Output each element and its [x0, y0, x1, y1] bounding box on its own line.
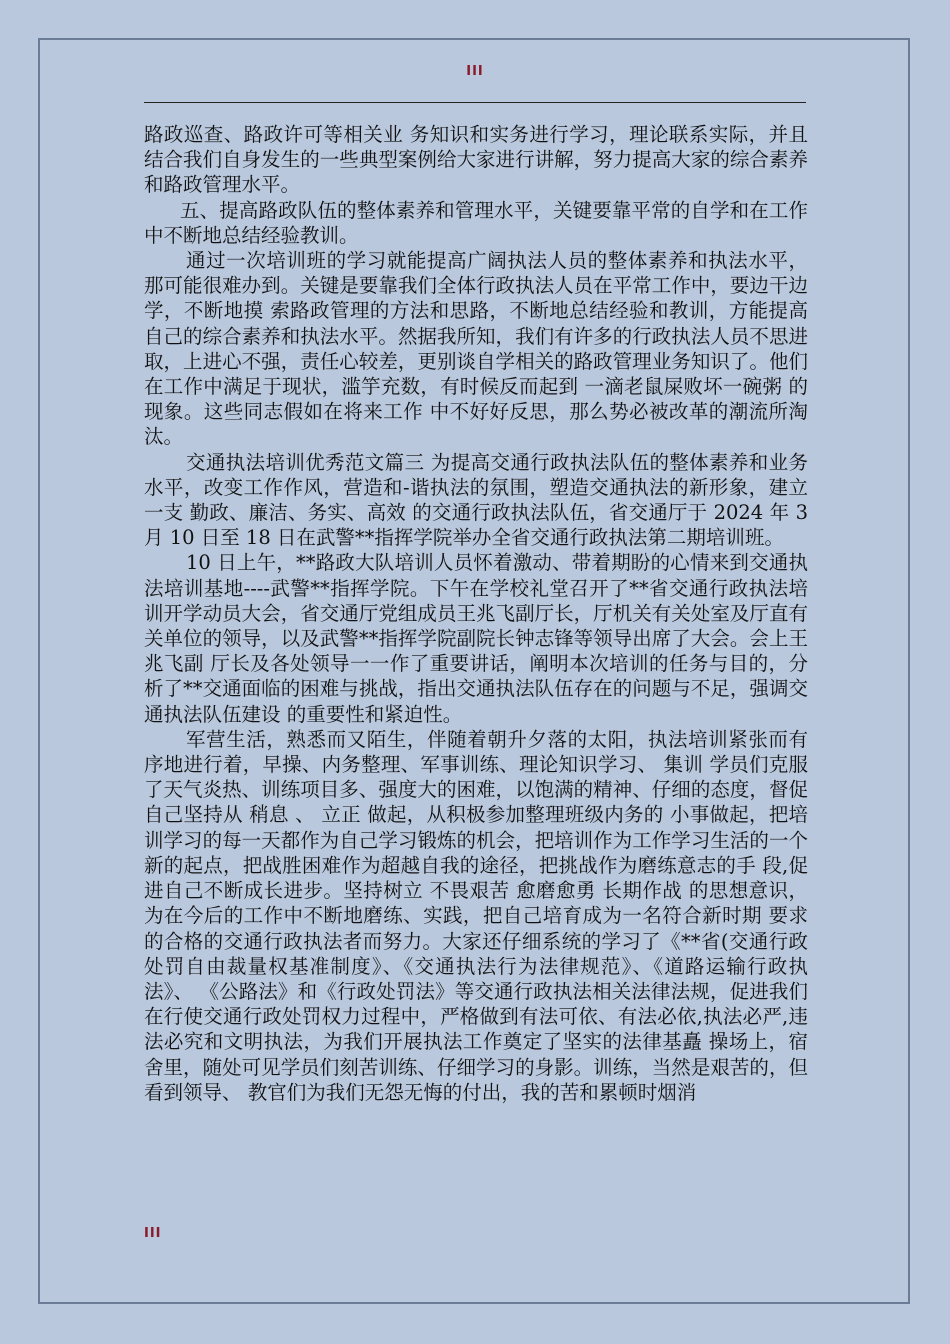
footer-mark: III	[144, 1226, 162, 1241]
paragraph-6: 军营生活，熟悉而又陌生，伴随着朝升夕落的太阳，执法培训紧张而有序地进行着，早操、内务整理、军事训练、理论知识学习、 集训 学员们克服了天气炎热、训练项目多、强度大的困难，以饱满的精神、仔细的态度，督促自己坚持从 稍息 、 立正 做起，从积极参加整理班级内务的 小事做起，把培训学习的每一天都作为自己学习锻炼的机会，把培训作为工作学习生活的一个新的起点，把战胜困难作为超越自我的途径，把挑战作为磨练意志的手 段,促进自己不断成长进步。坚持树立 不畏艰苦 愈磨愈勇 长期作战 的思想意识，为在今后的工作中不断地磨练、实践，把自己培育成为一名符合新时期 要求的合格的交通行政执法者而努力。大家还仔细系统的学习了《**省(交通行政处罚自由裁量权基准制度》、《交通执法行为法律规范》、《道路运输行政执法》、 《公路法》和《行政处罚法》等交通行政执法相关法律法规，促进我们在行使交通行政处罚权力过程中，严格做到有法可依、有法必依,执法必严,违法必究和文明执法，为我们开展执法工作奠定了坚实的法律基矗 操场上，宿舍里，随处可见学员们刻苦训练、仔细学习的身影。训练，当然是艰苦的，但看到领导、 教官们为我们无怨无悔的付出，我的苦和累顿时烟消	[144, 727, 808, 1104]
paragraph-5: 10 日上午，**路政大队培训人员怀着激动、带着期盼的心情来到交通执法培训基地----武警**指挥学院。下午在学校礼堂召开了**省交通行政执法培 训开学动员大会，省交通厅党组成员王兆飞副厅长，厅机关有关处室及厅直有关单位的领导，以及武警**指挥学院副院长钟志锋等领导出席了大会。会上王兆飞副 厅长及各处领导一一作了重要讲话，阐明本次培训的任务与目的，分析了**交通面临的困难与挑战，指出交通执法队伍存在的问题与不足，强调交通执法队伍建设 的重要性和紧迫性。	[144, 551, 808, 726]
paragraph-3: 通过一次培训班的学习就能提高广阔执法人员的整体素养和执法水平，那可能很难办到。关键是要靠我们全体行政执法人员在平常工作中，要边干边学，不断地摸 索路政管理的方法和思路，不断地总结经验和教训，方能提高自己的综合素养和执法水平。然据我所知，我们有许多的行政执法人员不思进取，上进心不强，责任心较差，更别谈自学相关的路政管理业务知识了。他们在工作中满足于现状，滥竽充数，有时候反而起到 一滴老鼠屎败坏一碗粥 的现象。这些同志假如在将来工作 中不好好反思，那么势必被改革的潮流所淘汰。	[144, 249, 808, 449]
header-mark: III	[466, 64, 484, 79]
paragraph-1: 路政巡查、路政许可等相关业 务知识和实务进行学习，理论联系实际，并且结合我们自身发生的一些典型案例给大家进行讲解，努力提高大家的综合素养和路政管理水平。	[144, 123, 808, 197]
paragraph-2: 五、提高路政队伍的整体素养和管理水平，关键要靠平常的自学和在工作中不断地总结经验教训。	[144, 198, 808, 247]
paragraph-4: 交通执法培训优秀范文篇三 为提高交通行政执法队伍的整体素养和业务水平，改变工作作风，营造和-谐执法的氛围，塑造交通执法的新形象，建立一支 勤政、廉洁、务实、高效 的交通行政执法队伍，省交通厅于 2024 年 3 月 10 日至 18 日在武警**指挥学院举办全省交通行政执法第二期培训班。	[144, 450, 808, 550]
document-body	[144, 122, 808, 1105]
header-rule	[144, 102, 806, 103]
